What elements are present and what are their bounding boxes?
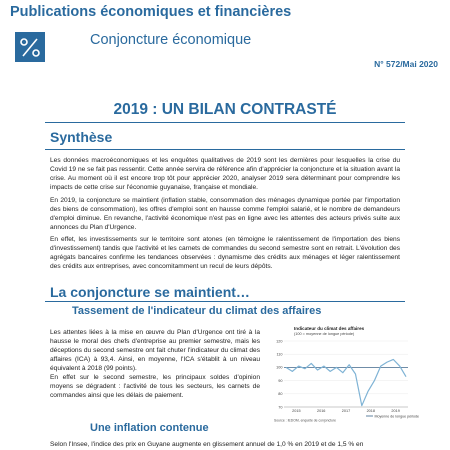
climate-paragraph-1: Les attentes liées à la mise en œuvre du Plan d'Urgence ont tiré à la hausse le moral des chefs d'entreprise au premier semestre, mais les déceptions du second semestre ont fait chuter l'indicateur du climat des affaires (ICA) à 93,4. Ainsi, en moyenne, l'ICA s'établit à un niveau équivalent à 2018 (99 points).	[50, 329, 260, 372]
chart-legend-label: Moyenne de longue période	[374, 414, 420, 419]
synthese-paragraph-3: En effet, les investissements sur le territoire sont atones (en témoigne le ralentissement de l'importation des biens d'investissement) tandis que l'activité et les carnets de commandes du second semestre sont en retrait. L'évolution des agrégats bancaires confirme les tendances observées : dynamisme des crédits aux ménages et léger ralentissement des crédits aux entreprises, avec concomitamment un recul de leurs dépôts.	[50, 236, 400, 270]
title-divider	[45, 122, 405, 123]
climate-paragraph-2: En effet sur le second semestre, les principaux soldes d'opinion moyens se dégradent : l'activité de tous les secteurs, les carnets de commandes ainsi que les délais de paiement.	[50, 374, 260, 399]
chart-series-line	[286, 359, 406, 405]
chart-y-tick-label: 80	[278, 392, 283, 397]
publication-title: Publications économiques et financières	[10, 4, 292, 20]
series-title: Conjoncture économique	[90, 32, 252, 48]
chart-x-tick-label: 2016	[316, 409, 326, 413]
inflation-paragraph: Selon l'Insee, l'indice des prix en Guyane augmente en glissement annuel de 1,0 % en 2019 et de 1,5 % en	[50, 441, 364, 448]
issue-number: N° 572/Mai 2020	[374, 59, 438, 69]
climate-subheading: Tassement de l'indicateur du climat des affaires	[72, 305, 322, 317]
chart-x-tick-label: 2018	[366, 409, 376, 413]
chart-title: Indicateur du climat des affaires	[294, 326, 365, 331]
conjoncture-divider	[45, 301, 405, 302]
chart-x-tick-label: 2019	[391, 409, 400, 413]
chart-source: Source : IEDOM, enquête de conjoncture	[274, 418, 337, 423]
synthese-paragraph-1: Les données macroéconomiques et les enquêtes qualitatives de 2019 sont les dernières pour lesquelles la crise du Covid 19 ne se fait pas ressentir. Cette année servira de référence afin d'apprécier la conjoncture et la situation avant la crise. Au moment où il est encore trop tôt pour apprécier 2020, analyser 2019 sera déterminant pour comprendre les impacts de cette crise sur l'économie guyanaise, française et mondiale.	[50, 157, 400, 191]
conjoncture-heading: La conjoncture se maintient…	[50, 284, 250, 300]
chart-subtitle: (100 = moyenne de longue période)	[294, 332, 355, 336]
inflation-subheading: Une inflation contenue	[90, 422, 209, 434]
chart-x-tick-label: 2015	[292, 409, 301, 413]
main-title: 2019 : UN BILAN CONTRASTÉ	[113, 101, 337, 118]
chart-y-tick-label: 120	[276, 339, 283, 344]
synthese-paragraph-2: En 2019, la conjoncture se maintient (inflation stable, consommation des ménages dynamique portée par l'importation des biens de consommation), les offres d'emploi sont en hausse comme l'emploi salarié, et le nombre de demandeurs d'emploi diminue. En revanche, l'activité économique n'est pas en ligne avec les attentes des acteurs privés suite aux annonces du Plan d'Urgence.	[50, 197, 400, 231]
synthese-divider	[45, 149, 405, 150]
chart-y-tick-label: 100	[276, 365, 283, 370]
synthese-heading: Synthèse	[50, 129, 113, 145]
percent-logo-icon	[15, 32, 45, 62]
chart-x-tick-label: 2017	[341, 409, 351, 413]
publication-header	[0, 0, 450, 88]
chart-y-tick-label: 110	[276, 352, 283, 357]
business-climate-chart	[272, 325, 420, 423]
chart-y-tick-label: 70	[278, 405, 283, 410]
chart-y-tick-label: 90	[278, 378, 283, 383]
